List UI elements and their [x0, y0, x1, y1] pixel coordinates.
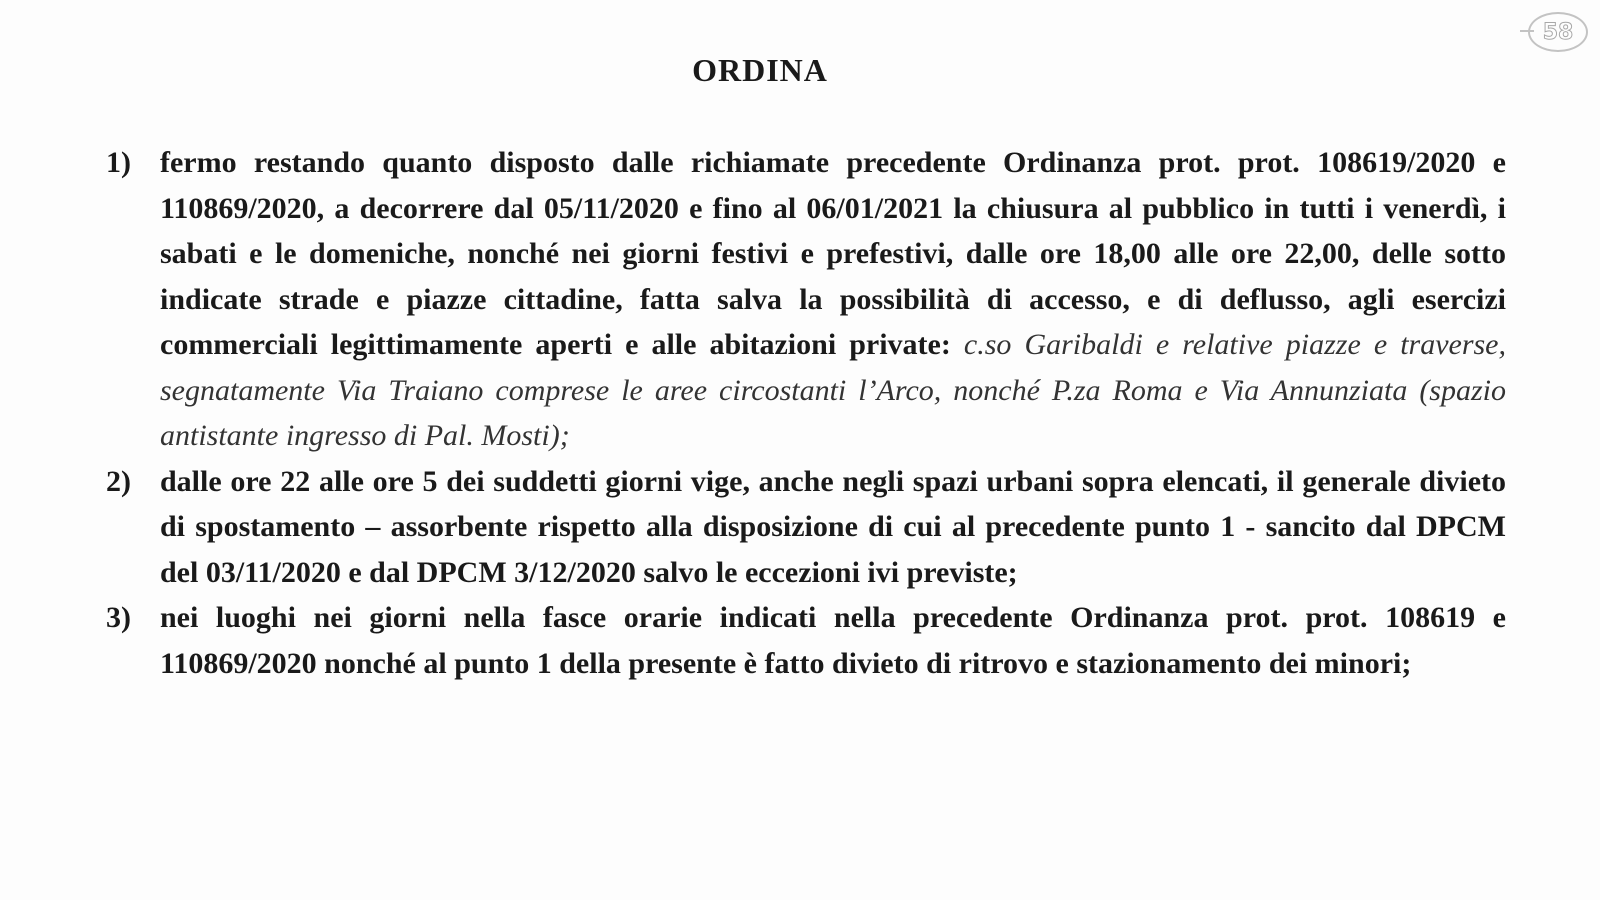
channel-logo — [1528, 12, 1588, 52]
section-heading: ORDINA — [692, 52, 828, 88]
item-text-italic: c.so Garibaldi e relative piazze e traverse, segnatamente Via Traiano comprese le aree circostanti l’Arco, nonché P.za Roma e Via Annunziata (spazio antistante ingresso di Pal. Mosti); — [160, 328, 1506, 452]
item-text: nei luoghi nei giorni nella fasce orarie indicati nella precedente Ordinanza prot. prot. 108619 e 110869/2020 nonché al punto 1 della presente è fatto divieto di ritrovo e stazionamento dei minori; — [160, 601, 1506, 680]
ordinance-item-1 — [106, 140, 1506, 459]
item-text: dalle ore 22 alle ore 5 dei suddetti giorni vige, anche negli spazi urbani sopra elencati, il generale divieto di spostamento – assorbente rispetto alla disposizione di cui al precedente punto 1 - sancito dal DPCM del 03/11/2020 e dal DPCM 3/12/2020 salvo le eccezioni ivi previste; — [160, 464, 1506, 589]
item-text — [160, 140, 1506, 459]
ordinance-item-2 — [106, 459, 1506, 596]
item-number: 2) — [106, 464, 131, 498]
item-number: 1) — [106, 146, 131, 179]
item-text-regular: fermo restando quanto disposto dalle richiamate precedente Ordinanza prot. prot. 108619/2020 e 110869/2020, a decorrere dal 05/11/2020 e fino al 06/01/2021 la chiusura al pubblico in tutti i venerdì, i sabati e le domeniche, nonché nei giorni festivi e prefestivi, dalle ore 18,00 alle ore 22,00, delle sotto indicate strade e piazze cittadine, fatta salva la possibilità di accesso, e di deflusso, agli esercizi commerciali legittimamente aperti e alle abitazioni private: — [160, 146, 1506, 361]
channel-logo-text: 58 — [1542, 19, 1574, 45]
item-number: 3) — [106, 601, 131, 634]
ordinance-list — [106, 140, 1506, 686]
ordinance-item-3 — [106, 595, 1506, 686]
